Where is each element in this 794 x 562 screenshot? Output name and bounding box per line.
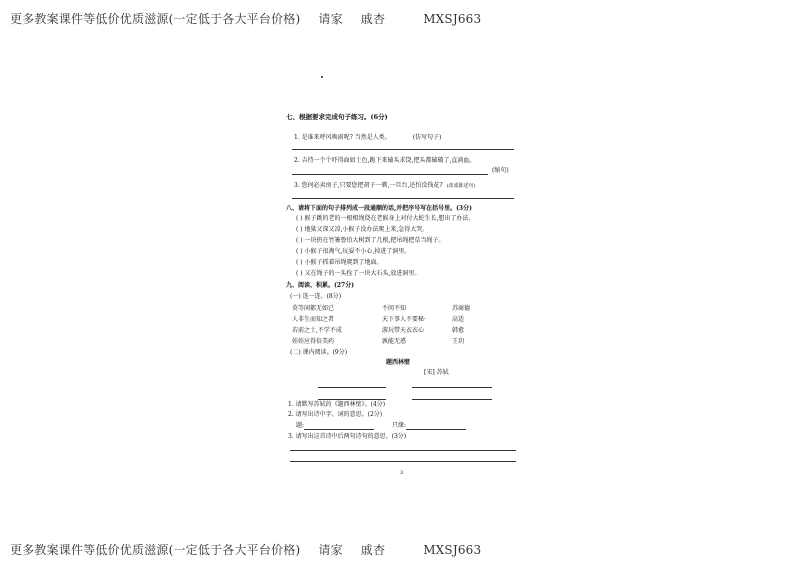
s7-q3 bbox=[294, 183, 475, 190]
s8-item: ( ) 猴子跳的老的一根根绳绕在老猴身上对付大蛇生长,想出了办法。 bbox=[296, 215, 475, 222]
reading-q2-b-label: 只缘: bbox=[391, 422, 406, 429]
s7-q1-text: 1. 是谁来呼风唤雨呢? 当然是人类。 bbox=[294, 134, 391, 141]
reading-q1: 1. 请默写苏轼的《题西林壁》。(4分) bbox=[288, 401, 386, 408]
match-left-item: 若前之士,不学不成 bbox=[292, 327, 342, 334]
top-banner bbox=[10, 10, 499, 27]
page-number: 3 bbox=[400, 470, 404, 476]
match-mid-item: 天下事人不要秘· bbox=[382, 316, 426, 323]
poem-line-blank bbox=[318, 399, 386, 400]
match-right-item: 高适 bbox=[452, 316, 465, 323]
s8-item: ( ) 小猴子抓着吊绳爬到了地面。 bbox=[296, 259, 383, 266]
poem-title: 题西林壁 bbox=[386, 359, 411, 366]
reading-q2-a-label: 题: bbox=[296, 422, 305, 429]
s7-q3-text: 3. 您何必卖房子,只要您把胡子一剃,一旦台,还怕没钱花? bbox=[294, 182, 443, 189]
poem-author: [宋] 苏轼 bbox=[424, 369, 449, 376]
section-8-title: 八、请将下面的句子排列成一段通顺的话,并把序号写在括号里。(3分) bbox=[286, 205, 472, 212]
banner-contact: 请家 bbox=[318, 12, 343, 26]
banner-text: 更多教案课件等低价优质滋源(一定低于各大平台价格) bbox=[10, 543, 301, 557]
match-right-item: 韩愈 bbox=[452, 327, 465, 334]
s7-q3-answer-line bbox=[292, 198, 514, 199]
section-7-title: 七、根据要求完成句子练习。(6分) bbox=[286, 113, 388, 121]
match-left-item: 娃娃应得倍美药 bbox=[292, 338, 335, 345]
worksheet-scan bbox=[282, 102, 522, 490]
reading-q3-answer-line bbox=[290, 450, 516, 451]
poem-line-blank bbox=[318, 387, 386, 388]
banner-code: MXSJ663 bbox=[423, 543, 482, 557]
reading-q2-b-blank bbox=[406, 424, 466, 430]
reading-q3: 3. 请写出这首诗中后两句诗句的意思。(3分) bbox=[288, 433, 407, 440]
s7-q2-note: (缩句) bbox=[492, 167, 509, 174]
scan-speck bbox=[321, 76, 323, 78]
match-mid-item: 孰能无惑 bbox=[382, 338, 407, 345]
match-left-item: 莫等闲都无如已 bbox=[292, 305, 335, 312]
reading-q2-answers bbox=[296, 423, 466, 430]
banner-contact: 请家 bbox=[318, 543, 343, 557]
match-mid-item: 游玩带天衣衣心 bbox=[382, 327, 425, 334]
poem-line-blank bbox=[412, 399, 492, 400]
match-mid-item: 不问不知 bbox=[382, 305, 407, 312]
s8-item: ( ) 又在绳子的一头拴了一块大石头,放进洞里。 bbox=[296, 270, 421, 277]
banner-text: 更多教案课件等低价优质滋源(一定低于各大平台价格) bbox=[10, 12, 301, 26]
reading-q2: 2. 请写出诗中字、词的意思。(2分) bbox=[288, 411, 383, 418]
bottom-banner bbox=[10, 541, 499, 558]
reading-q2-a-blank bbox=[304, 424, 374, 430]
s9-sub1: (一) 连一连。(8分) bbox=[290, 293, 342, 300]
s8-item: ( ) 一块扔在竹篓鲁怕大树到了几根,把吊绳把草当绳子。 bbox=[296, 237, 445, 244]
s7-q2-answer-line bbox=[292, 174, 488, 175]
s9-sub2: (二) 课内阅读。(9分) bbox=[290, 349, 348, 356]
s7-q1 bbox=[294, 135, 441, 142]
s7-q2-text: 2. 吉持一个个吓得面如土色,跪下来磕头求饶,把头都磕破了,直淌血。 bbox=[294, 157, 476, 164]
match-right-item: 王玥 bbox=[452, 338, 465, 345]
s8-item: ( ) 小猴子很淘气,玩耍不小心,掉进了洞里。 bbox=[296, 248, 411, 255]
poem-line-blank bbox=[412, 387, 492, 388]
banner-code: MXSJ663 bbox=[423, 12, 482, 26]
banner-name: 戚杏 bbox=[360, 543, 386, 557]
banner-name: 戚杏 bbox=[360, 12, 386, 26]
s8-item: ( ) 地狱又深又凉,小猴子没办法爬上来,急得大哭。 bbox=[296, 226, 429, 233]
section-9-title: 九、阅读、积累。(27分) bbox=[286, 282, 355, 289]
match-right-item: 苏商德 bbox=[452, 305, 471, 312]
reading-q3-answer-line bbox=[290, 461, 516, 462]
s7-q1-note: (仿写句子) bbox=[412, 134, 442, 141]
s7-q3-note: (改成陈述句) bbox=[446, 183, 476, 189]
match-left-item: 人非生而知之者 bbox=[292, 316, 335, 323]
s7-q1-answer-line bbox=[292, 149, 514, 150]
